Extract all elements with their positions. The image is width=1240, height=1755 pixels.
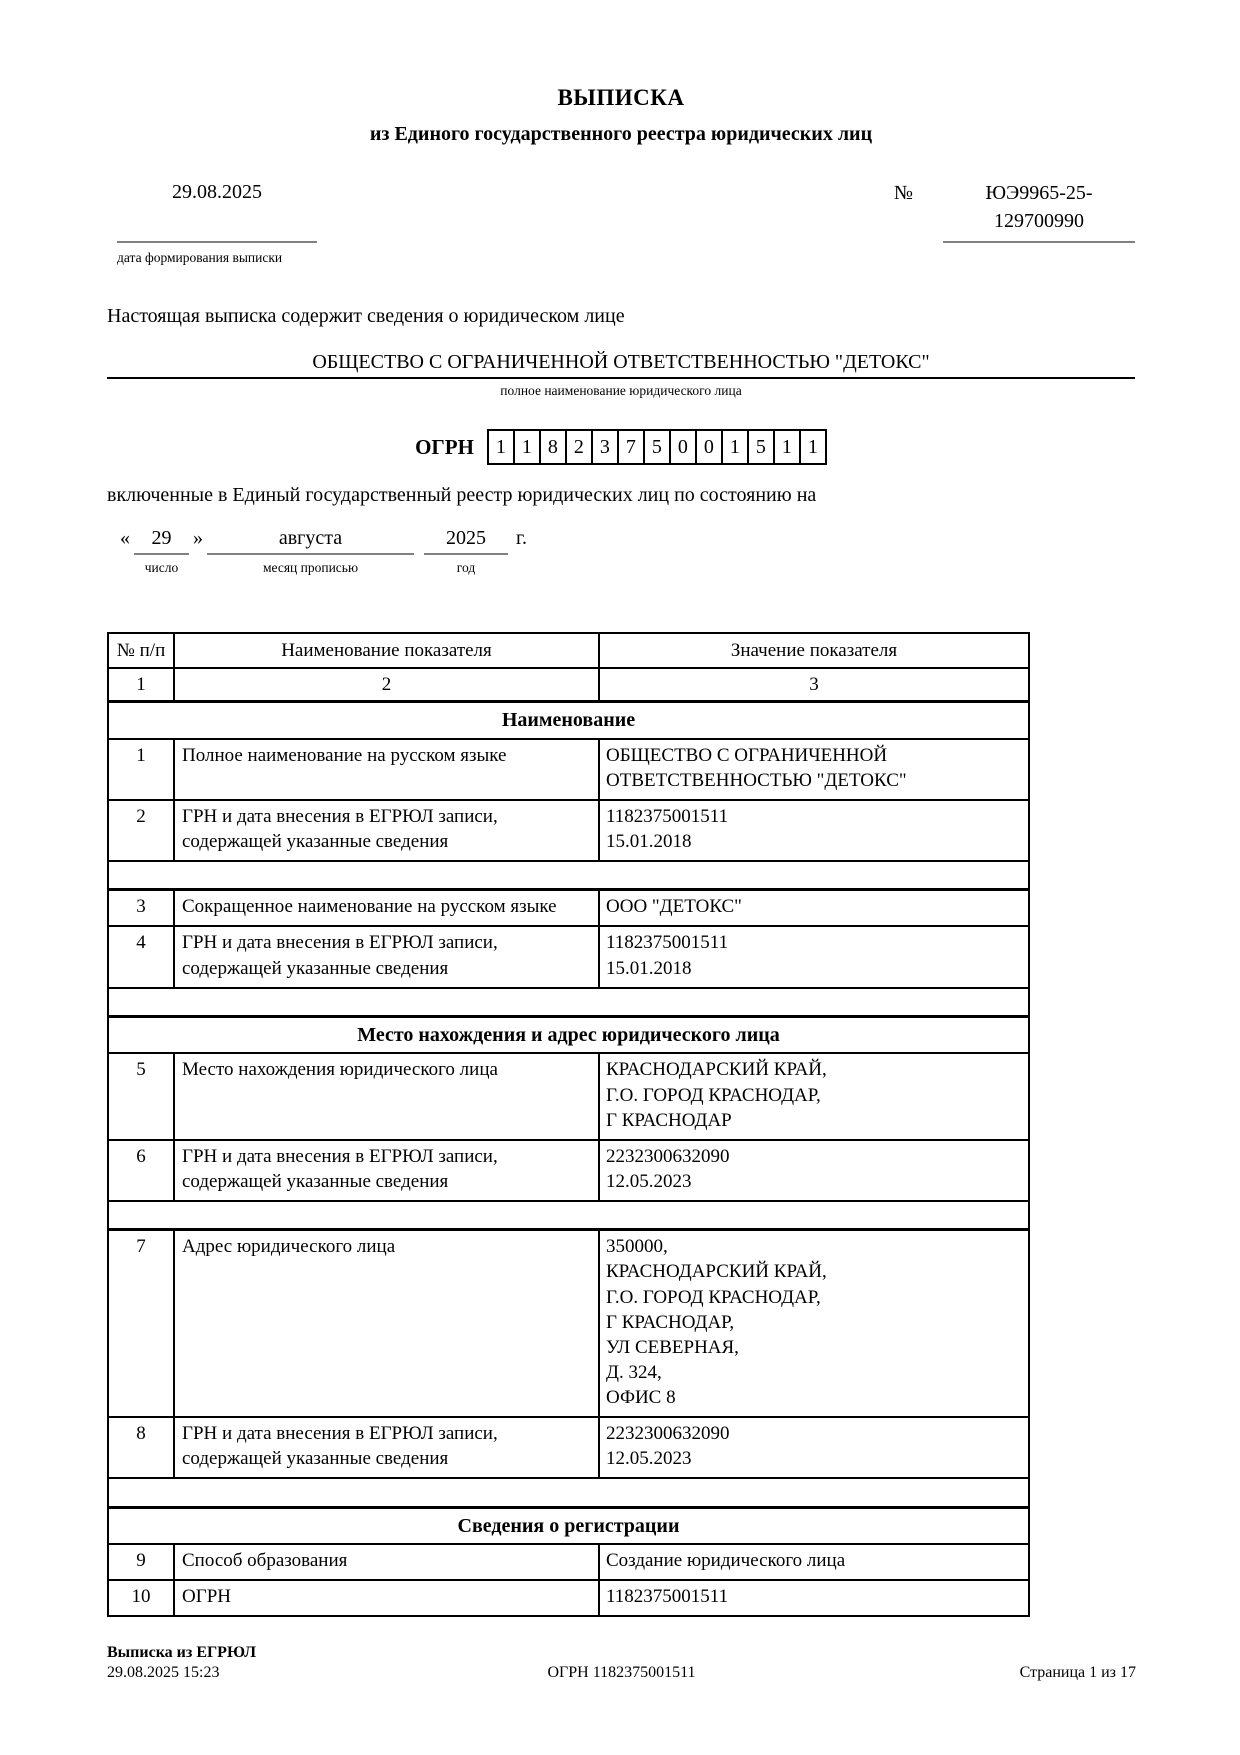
row-value-line: 12.05.2023 — [606, 1170, 692, 1192]
ogrn-digit-box: 2 — [565, 429, 593, 465]
row-value-line: Д. 324, — [606, 1361, 662, 1383]
row-value-cell — [599, 926, 1029, 987]
footer-ogrn: ОГРН 1182375001511 — [547, 1664, 696, 1682]
row-value-cell — [599, 1053, 1029, 1139]
row-value-line: 15.01.2018 — [606, 830, 692, 852]
row-value-line: 15.01.2018 — [606, 957, 692, 979]
row-value-line: Г КРАСНОДАР — [606, 1109, 732, 1131]
row-name-cell: ГРН и дата внесения в ЕГРЮЛ записи, содержащей указанные сведения — [174, 926, 599, 987]
asof-day: 29 — [134, 525, 189, 555]
asof-day-segment — [134, 525, 189, 576]
table-row — [108, 1140, 1029, 1201]
page-footer — [107, 1643, 1136, 1683]
footer-datetime: 29.08.2025 15:23 — [107, 1664, 220, 1682]
row-number-cell: 2 — [108, 800, 174, 861]
spacer-row — [108, 988, 1029, 1017]
row-value-line: 1182375001511 — [606, 805, 729, 827]
col-header-value: Значение показателя — [599, 633, 1029, 668]
spacer-row — [108, 1201, 1029, 1230]
table-row — [108, 1053, 1029, 1139]
company-name-rule — [107, 377, 1135, 379]
col-number-3: 3 — [599, 668, 1029, 702]
row-name-cell: ГРН и дата внесения в ЕГРЮЛ записи, содержащей указанные сведения — [174, 1417, 599, 1478]
col-number-2: 2 — [174, 668, 599, 702]
table-row — [108, 1417, 1029, 1478]
section-header: Наименование — [108, 702, 1029, 739]
table-header-row — [108, 633, 1029, 668]
row-value-line: 1182375001511 — [606, 1586, 729, 1608]
row-name-cell: ГРН и дата внесения в ЕГРЮЛ записи, содержащей указанные сведения — [174, 800, 599, 861]
row-name-cell: ОГРН — [174, 1580, 599, 1616]
row-value-line: Создание юридического лица — [606, 1549, 846, 1571]
meta-row — [107, 179, 1135, 266]
section-header-row — [108, 702, 1029, 739]
row-value-line: Г.О. ГОРОД КРАСНОДАР, — [606, 1084, 821, 1106]
day-caption: число — [144, 560, 179, 575]
ogrn-digit-box: 8 — [539, 429, 567, 465]
row-value-cell — [599, 1140, 1029, 1201]
row-value-line: 350000, — [606, 1236, 668, 1258]
spacer-cell — [108, 988, 1029, 1017]
row-value-cell — [599, 1544, 1029, 1580]
row-value-line: 1182375001511 — [606, 932, 729, 954]
formation-date-block — [117, 179, 317, 266]
quote-open: « — [120, 527, 130, 549]
row-value-line: УЛ СЕВЕРНАЯ, — [606, 1336, 739, 1358]
spacer-cell — [108, 1201, 1029, 1230]
number-sign: № — [893, 182, 913, 204]
document-number-line1: ЮЭ9965-25- — [985, 182, 1093, 204]
row-number-cell: 8 — [108, 1417, 174, 1478]
table-row — [108, 1580, 1029, 1616]
row-name-cell: Место нахождения юридического лица — [174, 1053, 599, 1139]
company-name-caption: полное наименование юридического лица — [500, 383, 742, 398]
table-column-numbers-row — [108, 668, 1029, 702]
row-value-cell — [599, 1580, 1029, 1616]
table-row — [108, 1230, 1029, 1417]
ogrn-digit-box: 5 — [643, 429, 671, 465]
formation-date: 29.08.2025 — [172, 181, 262, 203]
table-row — [108, 1544, 1029, 1580]
ogrn-digit-box: 3 — [591, 429, 619, 465]
row-value-line: Г.О. ГОРОД КРАСНОДАР, — [606, 1286, 821, 1308]
ogrn-digit-box: 1 — [773, 429, 801, 465]
col-header-name: Наименование показателя — [174, 633, 599, 668]
table-row — [108, 739, 1029, 800]
ogrn-digit-box: 1 — [487, 429, 515, 465]
row-value-cell — [599, 739, 1029, 800]
row-value-line: КРАСНОДАРСКИЙ КРАЙ, — [606, 1059, 827, 1081]
spacer-cell — [108, 861, 1029, 890]
row-number-cell: 10 — [108, 1580, 174, 1616]
ogrn-digit-box: 5 — [747, 429, 775, 465]
spacer-row — [108, 861, 1029, 890]
document-number-block — [894, 179, 1135, 266]
document-number-line2: 129700990 — [994, 210, 1084, 232]
ogrn-digit-box: 0 — [669, 429, 697, 465]
row-name-cell: Сокращенное наименование на русском языке — [174, 890, 599, 927]
month-caption: месяц прописью — [262, 560, 359, 575]
row-number-cell: 6 — [108, 1140, 174, 1201]
ogrn-digit-box: 1 — [721, 429, 749, 465]
row-value-line: 12.05.2023 — [606, 1448, 692, 1469]
row-name-cell: ГРН и дата внесения в ЕГРЮЛ записи, содержащей указанные сведения — [174, 1140, 599, 1201]
formation-date-underline — [117, 241, 317, 243]
row-name-cell: Адрес юридического лица — [174, 1230, 599, 1417]
ogrn-row — [107, 429, 1135, 465]
company-full-name: ОБЩЕСТВО С ОГРАНИЧЕННОЙ ОТВЕТСТВЕННОСТЬЮ "ДЕТОКС" — [312, 351, 930, 373]
row-value-line: ОБЩЕСТВО С ОГРАНИЧЕННОЙ — [606, 744, 888, 766]
table-row — [108, 926, 1029, 987]
row-value-line: КРАСНОДАРСКИЙ КРАЙ, — [606, 1261, 827, 1283]
document-number-underline — [943, 241, 1135, 243]
footer-left — [107, 1643, 447, 1683]
document-number — [943, 179, 1135, 243]
document-title: ВЫПИСКА — [557, 85, 685, 110]
section-header: Сведения о регистрации — [108, 1507, 1029, 1544]
document-subtitle: из Единого государственного реестра юридических лиц — [369, 123, 873, 145]
row-number-cell: 1 — [108, 739, 174, 800]
asof-month: августа — [207, 525, 414, 555]
row-value-line: 2232300632090 — [606, 1422, 730, 1444]
row-number-cell: 5 — [108, 1053, 174, 1139]
ogrn-digit-boxes — [487, 429, 827, 465]
table-row — [108, 800, 1029, 861]
col-number-1: 1 — [108, 668, 174, 702]
row-name-cell: Полное наименование на русском языке — [174, 739, 599, 800]
ogrn-label: ОГРН — [415, 434, 474, 459]
row-value-line: ООО "ДЕТОКС" — [606, 896, 742, 918]
row-value-line: ОФИС 8 — [606, 1386, 676, 1408]
section-header-row — [108, 1017, 1029, 1054]
row-value-cell — [599, 800, 1029, 861]
row-value-line: ОТВЕТСТВЕННОСТЬЮ "ДЕТОКС" — [606, 769, 907, 791]
asof-date-line — [120, 525, 1135, 576]
table-row — [108, 890, 1029, 927]
row-name-cell: Способ образования — [174, 1544, 599, 1580]
row-value-cell — [599, 1230, 1029, 1417]
asof-year-segment — [424, 525, 508, 576]
registry-table — [107, 632, 1030, 1617]
spacer-row — [108, 1478, 1029, 1507]
formation-date-caption: дата формирования выписки — [117, 250, 283, 265]
ogrn-digit-box: 1 — [513, 429, 541, 465]
intro-text: Настоящая выписка содержит сведения о юридическом лице — [107, 305, 625, 327]
ogrn-digit-box: 0 — [695, 429, 723, 465]
year-caption: год — [456, 560, 476, 575]
row-value-cell — [599, 1417, 1029, 1478]
row-value-line: Г КРАСНОДАР, — [606, 1311, 735, 1333]
row-value-line: 2232300632090 — [606, 1145, 730, 1167]
section-header: Место нахождения и адрес юридического лица — [108, 1017, 1029, 1054]
footer-page-number: Страница 1 из 17 — [1019, 1664, 1136, 1682]
section-header-row — [108, 1507, 1029, 1544]
row-number-cell: 3 — [108, 890, 174, 927]
ogrn-digit-box: 7 — [617, 429, 645, 465]
asof-text: включенные в Единый государственный реестр юридических лиц по состоянию на — [107, 484, 817, 506]
quote-close: » — [193, 527, 203, 549]
year-suffix: г. — [516, 527, 527, 549]
row-number-cell: 4 — [108, 926, 174, 987]
row-number-cell: 7 — [108, 1230, 174, 1417]
ogrn-digit-box: 1 — [799, 429, 827, 465]
asof-year: 2025 — [424, 525, 508, 555]
row-number-cell: 9 — [108, 1544, 174, 1580]
asof-month-segment — [207, 525, 414, 576]
footer-doc-type: Выписка из ЕГРЮЛ — [107, 1644, 257, 1662]
spacer-cell — [108, 1478, 1029, 1507]
col-header-num: № п/п — [108, 633, 174, 668]
row-value-cell — [599, 890, 1029, 927]
